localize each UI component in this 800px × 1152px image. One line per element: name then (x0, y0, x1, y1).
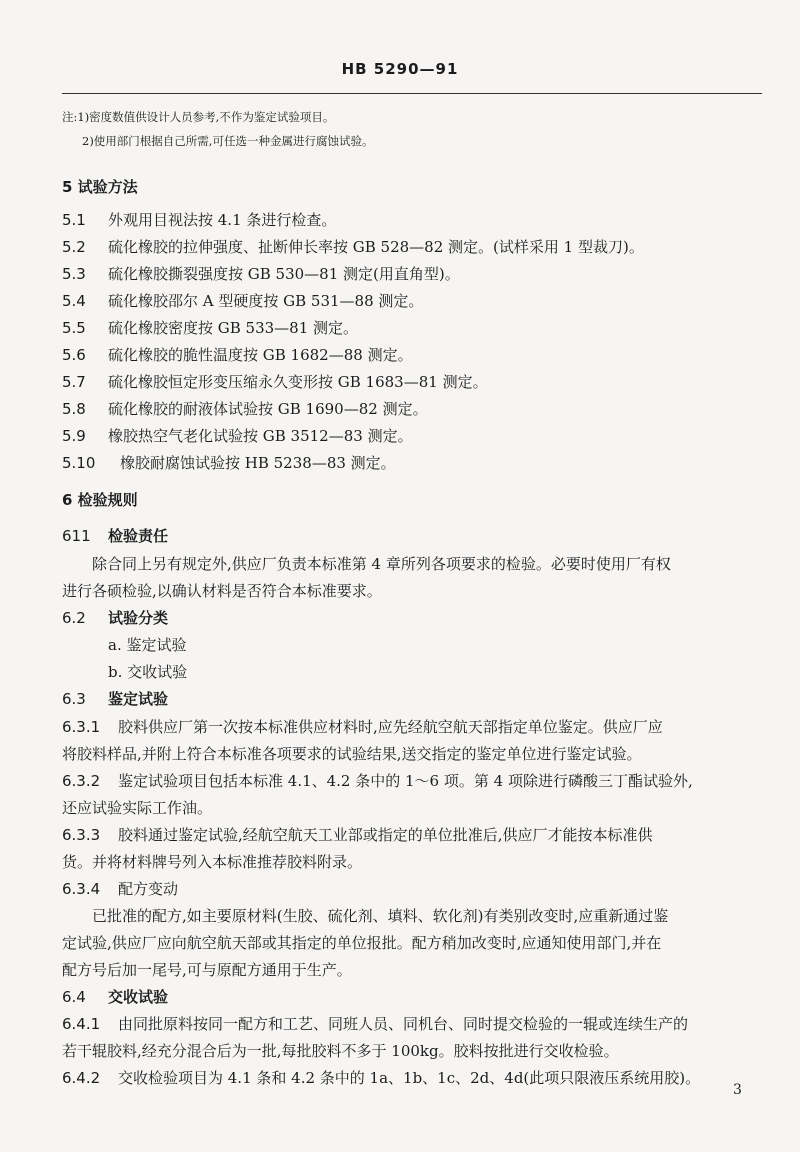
item-number: 5.1 (62, 211, 86, 229)
subsection-6-2 (62, 607, 168, 628)
clause-number: 6.3.3 (62, 826, 101, 844)
item-number: 5.9 (62, 427, 86, 445)
paragraph-line: 已批准的配方,如主要原材料(生胶、硫化剂、填料、软化剂)有类别改变时,应重新通过鉴 (92, 907, 669, 925)
clause-6-4-1 (62, 1013, 688, 1034)
list-item-b: b. 交收试验 (108, 663, 188, 681)
item-number: 5.6 (62, 346, 86, 364)
paragraph-line: 若干辊胶料,经充分混合后为一批,每批胶料不多于 100kg。胶料按批进行交收检验。 (62, 1042, 619, 1060)
item-text: 硫化橡胶恒定形变压缩永久变形按 GB 1683—81 测定。 (108, 373, 488, 391)
paragraph-line: 货。并将材料牌号列入本标准推荐胶料附录。 (62, 853, 363, 871)
clause-text: 交收检验项目为 4.1 条和 4.2 条中的 1a、1b、1c、2d、4d(此项只限液压系统用胶)。 (118, 1069, 701, 1087)
clause-text: 由同批原料按同一配方和工艺、同班人员、同机台、同时提交检验的一辊或连续生产的 (118, 1015, 689, 1033)
item-5-2 (62, 236, 644, 257)
item-5-3 (62, 263, 460, 284)
item-number: 5.7 (62, 373, 86, 391)
clause-6-3-1 (62, 716, 663, 737)
item-5-4 (62, 290, 423, 311)
section-6-title: 6 检验规则 (62, 491, 138, 509)
subsection-number: 6.3 (62, 690, 86, 708)
item-number: 5.8 (62, 400, 86, 418)
note-line-2: 2)使用部门根据自己所需,可任选一种金属进行腐蚀试验。 (82, 134, 374, 148)
item-text: 橡胶耐腐蚀试验按 HB 5238—83 测定。 (120, 454, 396, 472)
header-rule (62, 93, 762, 94)
clause-number: 6.3.4 (62, 880, 101, 898)
subsection-number: 611 (62, 527, 91, 545)
item-5-7 (62, 371, 488, 392)
paragraph-line: 将胶料样品,并附上符合本标准各项要求的试验结果,送交指定的鉴定单位进行鉴定试验。 (62, 745, 642, 763)
item-5-6 (62, 344, 413, 365)
subsection-number: 6.4 (62, 988, 86, 1006)
subsection-6-3 (62, 688, 168, 709)
clause-text: 胶料供应厂第一次按本标准供应材料时,应先经航空航天部指定单位鉴定。供应厂应 (118, 718, 663, 736)
item-text: 硫化橡胶密度按 GB 533—81 测定。 (108, 319, 359, 337)
clause-text: 胶料通过鉴定试验,经航空航天工业部或指定的单位批准后,供应厂才能按本标准供 (118, 826, 653, 844)
list-item-a: a. 鉴定试验 (108, 636, 187, 654)
item-text: 硫化橡胶的拉伸强度、扯断伸长率按 GB 528—82 测定。(试样采用 1 型裁刀)。 (108, 238, 644, 256)
item-text: 橡胶热空气老化试验按 GB 3512—83 测定。 (108, 427, 413, 445)
item-5-10 (62, 452, 396, 473)
subsection-title: 鉴定试验 (108, 690, 169, 708)
clause-number: 6.4.1 (62, 1015, 101, 1033)
item-text: 硫化橡胶的脆性温度按 GB 1682—88 测定。 (108, 346, 413, 364)
clause-number: 6.3.1 (62, 718, 101, 736)
item-5-8 (62, 398, 428, 419)
item-number: 5.3 (62, 265, 86, 283)
clause-title: 配方变动 (118, 880, 179, 898)
page-number: 3 (733, 1082, 742, 1098)
item-number: 5.10 (62, 454, 96, 472)
paragraph-line: 进行各硕检验,以确认材料是否符合本标准要求。 (62, 582, 382, 600)
item-5-5 (62, 317, 358, 338)
subsection-6-1-1 (62, 525, 168, 546)
item-5-1 (62, 209, 336, 230)
section-5-title: 5 试验方法 (62, 178, 138, 196)
subsection-number: 6.2 (62, 609, 86, 627)
clause-6-3-4 (62, 878, 178, 899)
clause-number: 6.3.2 (62, 772, 101, 790)
note-line-1: 注:1)密度数值供设计人员参考,不作为鉴定试验项目。 (62, 110, 335, 124)
subsection-title: 交收试验 (108, 988, 169, 1006)
subsection-title: 试验分类 (108, 609, 169, 627)
clause-6-3-2 (62, 770, 693, 791)
paragraph-line: 配方号后加一尾号,可与原配方通用于生产。 (62, 961, 352, 979)
item-number: 5.5 (62, 319, 86, 337)
subsection-title: 检验责任 (108, 527, 169, 545)
item-number: 5.4 (62, 292, 86, 310)
item-text: 外观用目视法按 4.1 条进行检查。 (108, 211, 337, 229)
subsection-6-4 (62, 986, 168, 1007)
item-text: 硫化橡胶撕裂强度按 GB 530—81 测定(用直角型)。 (108, 265, 460, 283)
paragraph-line: 定试验,供应厂应向航空航天部或其指定的单位报批。配方稍加改变时,应通知使用部门,并在 (62, 934, 662, 952)
paragraph-line: 还应试验实际工作油。 (62, 799, 213, 817)
item-5-9 (62, 425, 413, 446)
item-number: 5.2 (62, 238, 86, 256)
paragraph-line: 除合同上另有规定外,供应厂负责本标准第 4 章所列各项要求的检验。必要时使用厂有权 (92, 555, 671, 573)
item-text: 硫化橡胶邵尔 A 型硬度按 GB 531—88 测定。 (108, 292, 424, 310)
item-text: 硫化橡胶的耐液体试验按 GB 1690—82 测定。 (108, 400, 428, 418)
clause-text: 鉴定试验项目包括本标准 4.1、4.2 条中的 1～6 项。第 4 项除进行磷酸三丁酯试验外, (118, 772, 693, 790)
page-header: HB 5290—91 (341, 60, 459, 78)
clause-6-4-2 (62, 1067, 700, 1088)
clause-6-3-3 (62, 824, 653, 845)
clause-number: 6.4.2 (62, 1069, 101, 1087)
